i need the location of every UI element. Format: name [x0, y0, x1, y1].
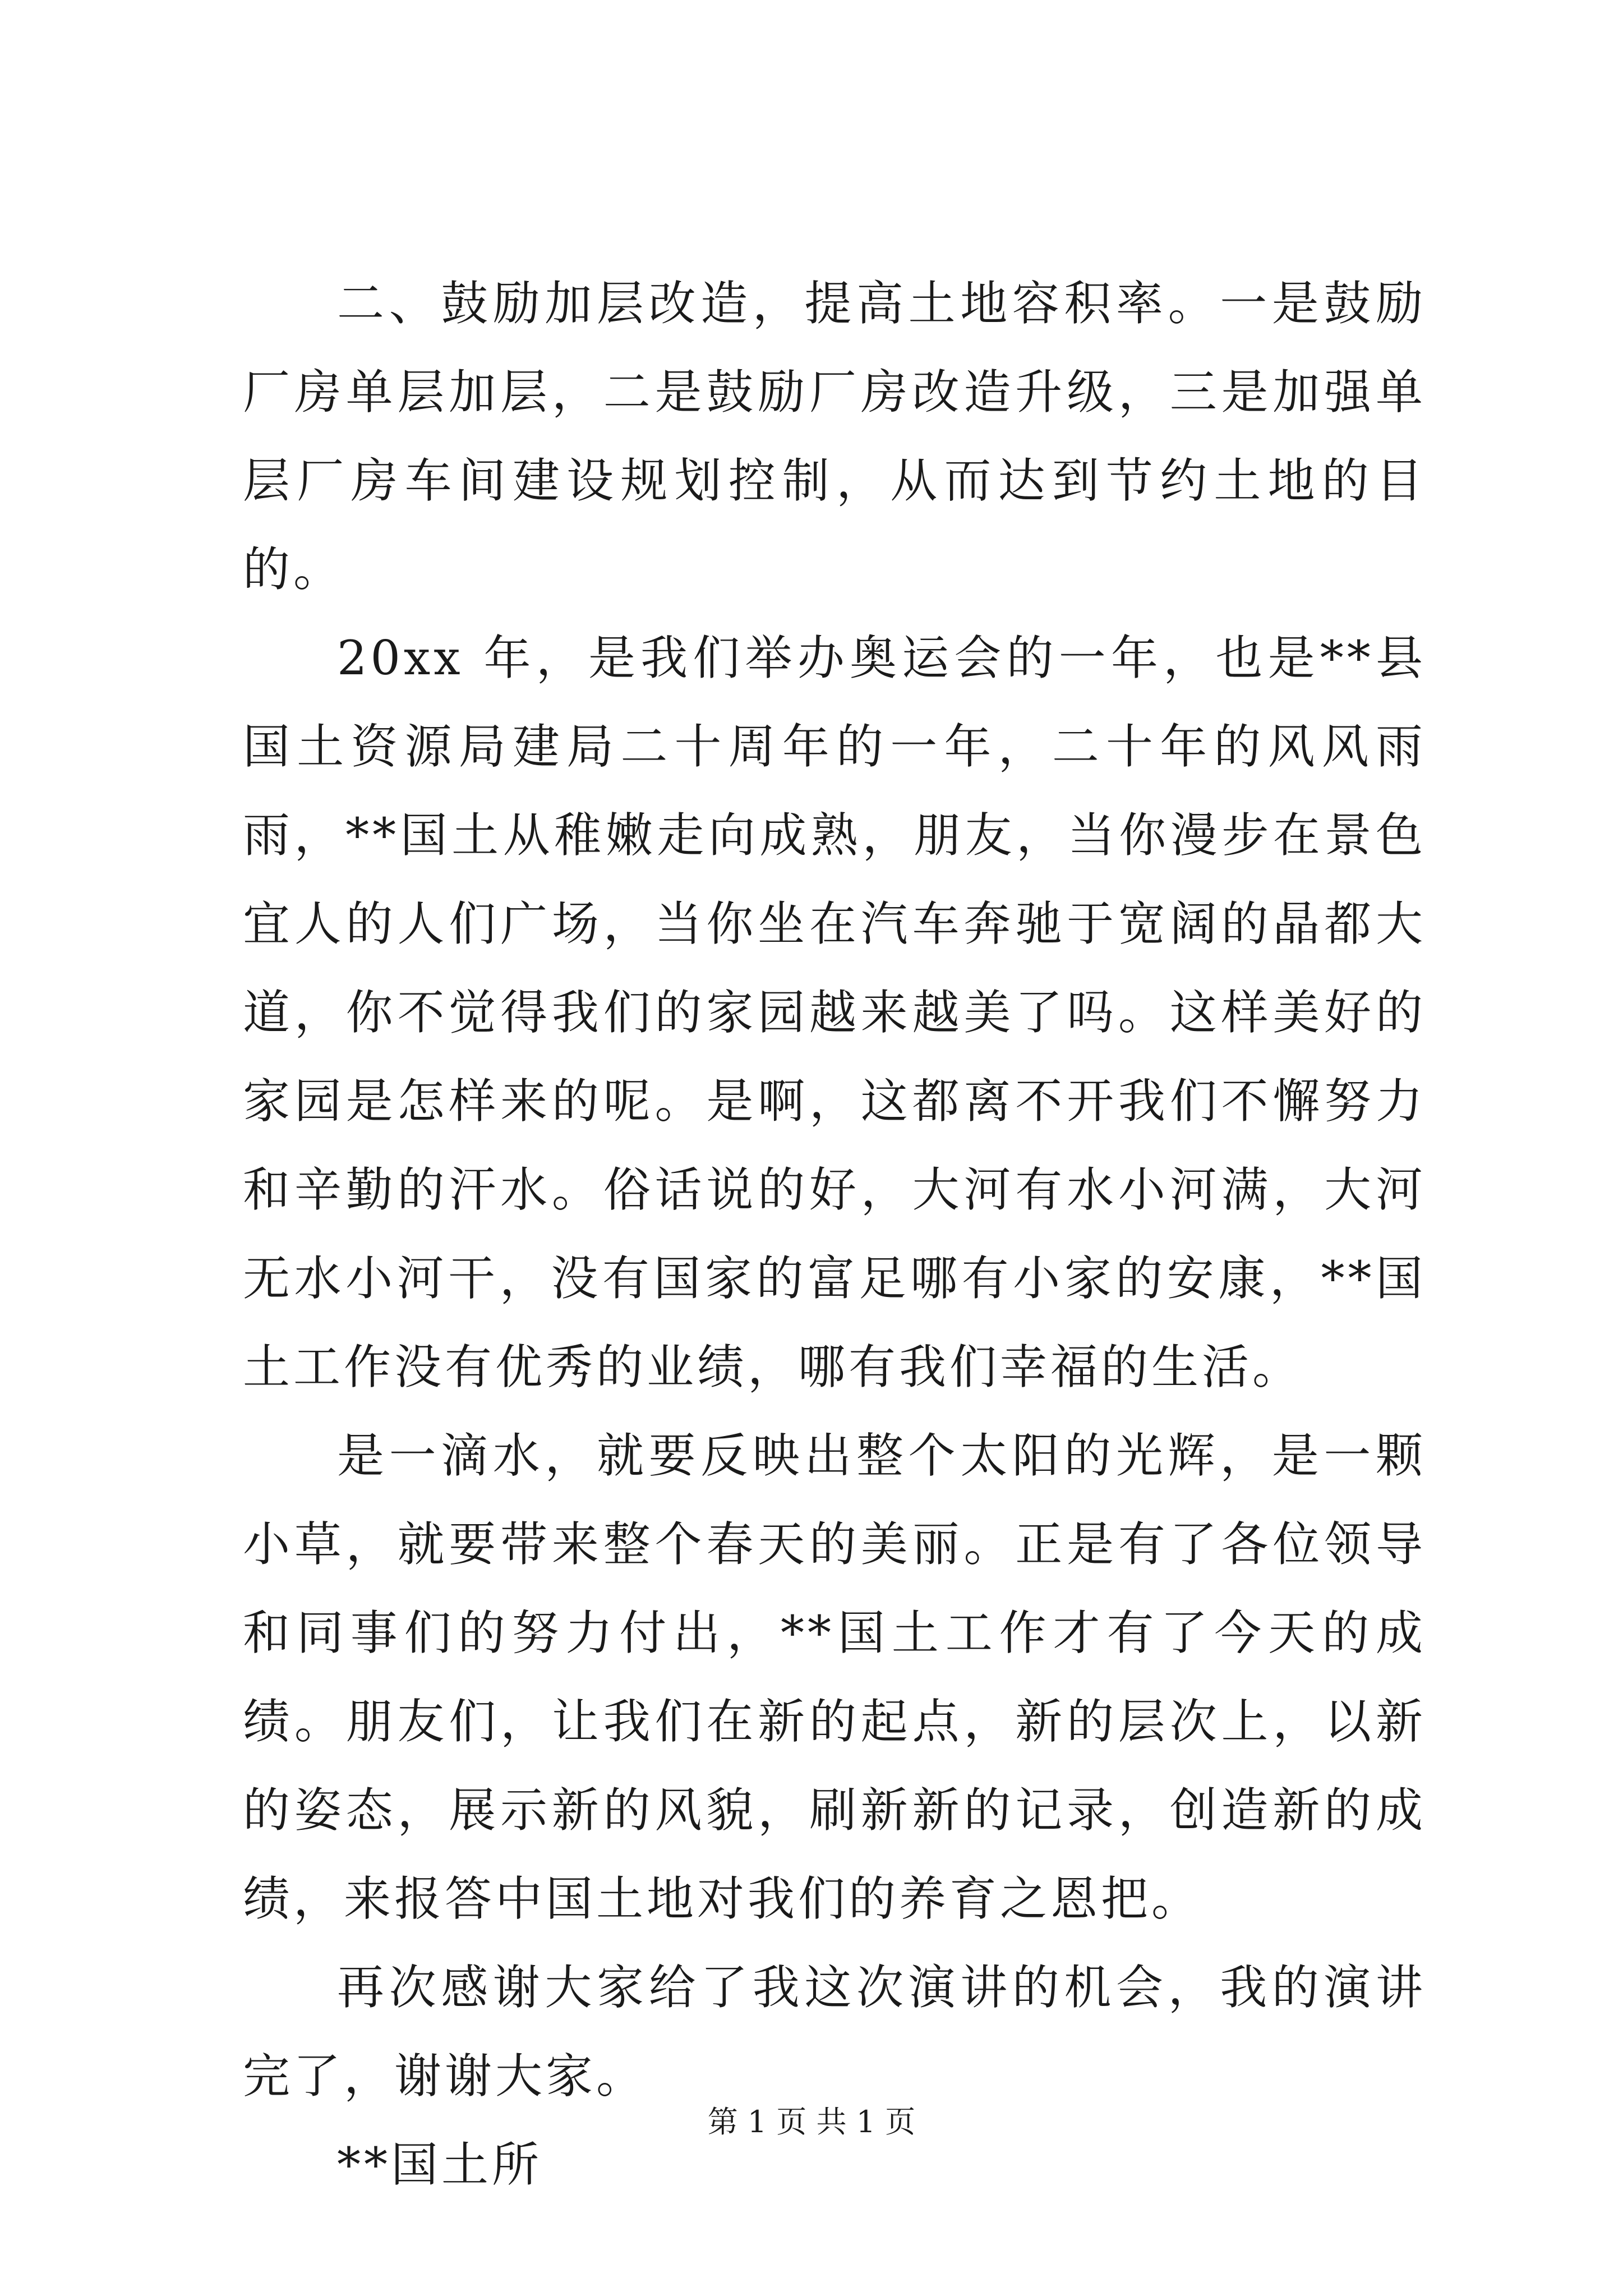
signature: **国土所	[337, 2137, 543, 2192]
document-body	[243, 259, 1426, 2209]
paragraph-3: 是一滴水，就要反映出整个太阳的光辉，是一颗小草，就要带来整个春天的美丽。正是有了各位领导和同事们的努力付出，**国土工作才有了今天的成绩。朋友们，让我们在新的起点，新的层次上，以新的姿态，展示新的风貌，刷新新的记录，创造新的成绩，来报答中国土地对我们的养育之恩把。	[243, 1428, 1426, 1926]
paragraph-1: 二、鼓励加层改造，提高土地容积率。一是鼓励厂房单层加层，二是鼓励厂房改造升级，三是加强单层厂房车间建设规划控制，从而达到节约土地的目的。	[243, 276, 1426, 597]
paragraph-2: 20xx 年，是我们举办奥运会的一年，也是**县国土资源局建局二十周年的一年，二十年的风风雨雨，**国土从稚嫩走向成熟，朋友，当你漫步在景色宜人的人们广场，当你坐在汽车奔驰于宽阔的晶都大道，你不觉得我们的家园越来越美了吗。这样美好的家园是怎样来的呢。是啊，这都离不开我们不懈努力和辛勤的汗水。俗话说的好，大河有水小河满，大河无水小河干，没有国家的富足哪有小家的安康，**国土工作没有优秀的业绩，哪有我们幸福的生活。	[243, 631, 1426, 1395]
page-footer: 第 1 页 共 1 页	[707, 2104, 916, 2139]
paragraph-4: 再次感谢大家给了我这次演讲的机会，我的演讲完了，谢谢大家。	[243, 1960, 1426, 2104]
